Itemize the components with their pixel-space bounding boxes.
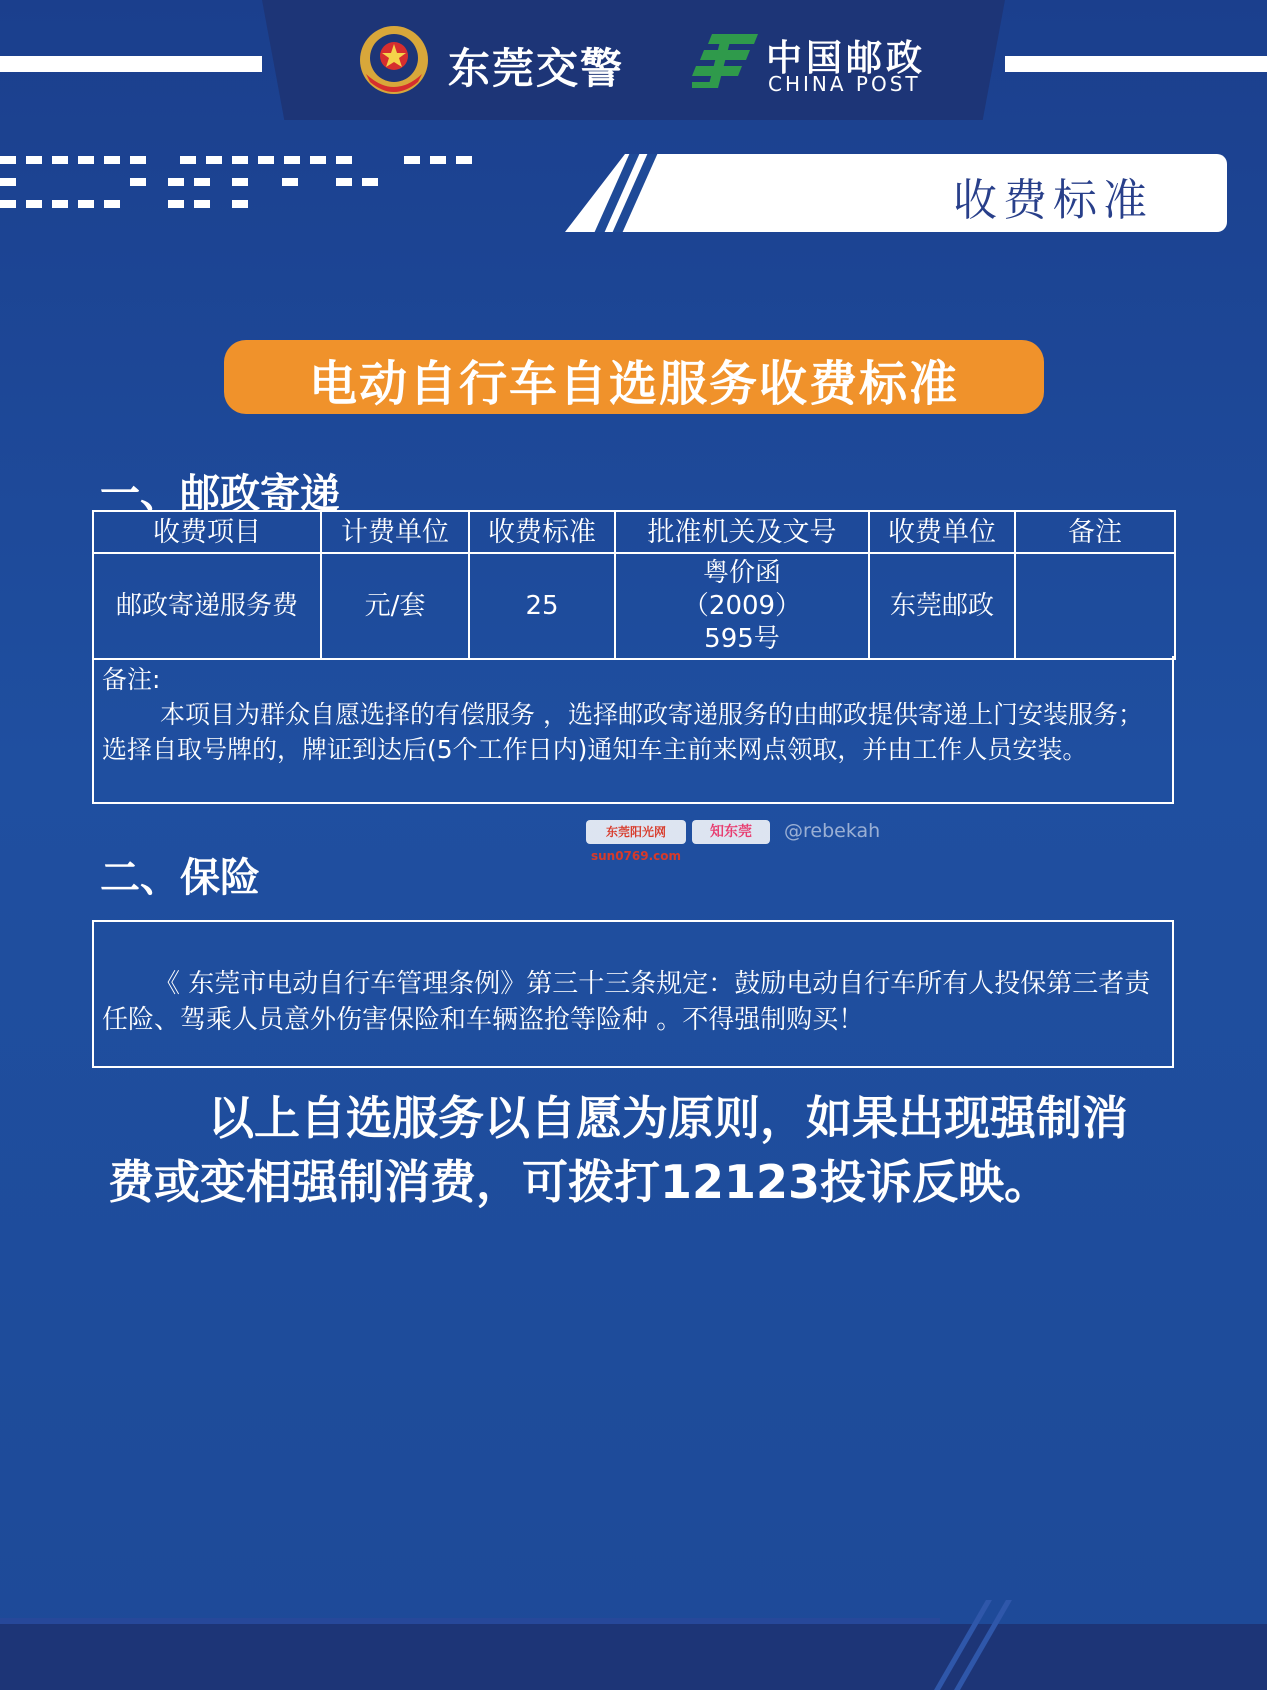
column-header: 批准机关及文号 (615, 511, 869, 553)
column-header: 收费项目 (93, 511, 321, 553)
column-header: 计费单位 (321, 511, 469, 553)
approval-line: （2009） (682, 590, 802, 621)
fee-table (92, 510, 1176, 660)
closing-statement: 以上自选服务以自愿为原则，如果出现强制消费或变相强制消费，可拨打12123投诉反映。 (108, 1091, 1128, 1209)
watermark-site-a: 东莞阳光网 sun0769.com (586, 820, 686, 844)
banner-title: 收费标准 (953, 175, 1153, 226)
note-text: 本项目为群众自愿选择的有偿服务 ，选择邮政寄递服务的由邮政提供寄递上门安装服务；选择自取号牌的，牌证到达后(5个工作日内)通知车主前来网点领取，并由工作人员安装。 (102, 700, 1143, 764)
note-label: 备注: (102, 665, 161, 694)
column-header: 收费单位 (869, 511, 1015, 553)
watermark-site-b: 知东莞 (692, 820, 770, 844)
section-heading-insurance: 二、保险 (100, 855, 260, 901)
insurance-box (92, 920, 1174, 1068)
watermark-handle: @rebekah (784, 820, 881, 842)
header-strip-left (0, 56, 262, 72)
header-strip-right (1005, 56, 1267, 72)
column-header: 收费标准 (469, 511, 615, 553)
china-post-name-cn: 中国邮政 (766, 38, 927, 79)
police-emblem-icon (356, 22, 432, 98)
unit-cell: 元/套 (321, 553, 469, 659)
payee-cell: 东莞邮政 (869, 553, 1015, 659)
approval-line: 595号 (704, 623, 780, 654)
approval-cell (615, 553, 869, 659)
dot-pattern-decoration (0, 152, 490, 212)
china-post-logo-icon (692, 30, 758, 92)
section-heading-postal: 一、邮政寄递 (100, 471, 340, 517)
fee-item-cell: 邮政寄递服务费 (93, 553, 321, 659)
price-cell: 25 (469, 553, 615, 659)
table-header-row (93, 511, 1175, 553)
insurance-text: 《 东莞市电动自行车管理条例》第三十三条规定：鼓励电动自行车所有人投保第三者责任险、驾乘人员意外伤害保险和车辆盗抢等险种 。不得强制购买！ (102, 969, 1151, 1035)
column-header: 备注 (1015, 511, 1175, 553)
china-post-name-en: CHINA POST (768, 72, 921, 96)
table-row (93, 553, 1175, 659)
police-name: 东莞交警 (448, 44, 625, 93)
approval-line: 粤价函 (702, 557, 781, 588)
bottom-band (0, 1624, 1267, 1690)
main-title: 电动自行车自选服务收费标准 (308, 356, 959, 412)
remark-cell (1015, 553, 1175, 659)
note-box (92, 656, 1174, 804)
